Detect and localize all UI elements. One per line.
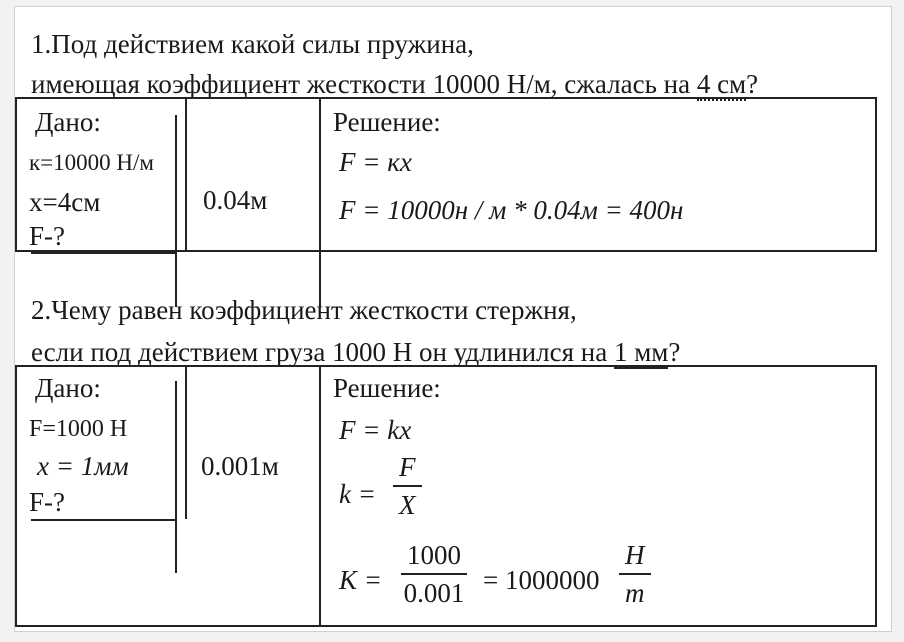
document-page — [14, 6, 892, 632]
problem2-K-fraction — [401, 541, 467, 608]
problem1-formula: F = кx — [339, 147, 412, 177]
problem1-calculation: F = 10000н / м * 0.04м = 400н — [339, 195, 684, 225]
problem2-k-denominator: X — [399, 489, 416, 520]
problem2-K-numerator: 1000 — [401, 541, 467, 575]
problem1-col-divider-2 — [319, 99, 321, 307]
problem1-solution-header: Решение: — [333, 107, 441, 137]
problem2-elongation: 1 мм — [613, 337, 669, 367]
problem2-k-numerator: F — [393, 453, 422, 487]
problem2-solution-header: Решение: — [333, 373, 441, 403]
problem2-given-f: F=1000 Н — [29, 416, 128, 442]
problem2-K-result: = 1000000 — [483, 565, 600, 595]
problem2-conversion: 0.001м — [201, 451, 279, 481]
problem2-line2: если под действием груза 1000 Н он удлинился на 1 мм? — [31, 337, 681, 367]
problem1-conversion: 0.04м — [203, 185, 268, 215]
problem2-k-fraction — [393, 453, 422, 520]
problem1-line2: имеющая коэффициент жесткости 10000 Н/м, сжалась на 4 см? — [31, 69, 759, 99]
problem2-given-unknown: F-? — [29, 487, 65, 517]
problem2-given-header: Дано: — [35, 373, 101, 403]
problem2-unit-numerator: H — [619, 541, 651, 575]
problem2-given-underline — [31, 519, 177, 521]
problem2-unit-fraction — [619, 541, 651, 608]
problem1-given-underline — [31, 252, 177, 254]
problem2-col-divider-1 — [185, 367, 187, 519]
problem2-formula: F = kx — [339, 415, 412, 445]
problem1-given-k: к=10000 Н/м — [29, 150, 154, 175]
problem1-given-divider — [175, 115, 177, 307]
problem2-k-label: k = — [339, 479, 376, 509]
problem1-distance: 4 см — [696, 69, 747, 99]
problem2-col-divider-2 — [319, 367, 321, 625]
problem1-given-header: Дано: — [35, 107, 101, 137]
problem2-given-divider — [175, 381, 177, 573]
problem2-K-label: K = — [339, 565, 382, 595]
problem1-line1: 1.Под действием какой силы пружина, — [31, 29, 474, 59]
problem1-given-x: х=4см — [29, 187, 101, 217]
problem2-given-x: x = 1мм — [37, 451, 129, 481]
problem1-col-divider-1 — [185, 99, 187, 251]
problem2-unit-denominator: m — [625, 577, 645, 608]
problem2-line1: 2.Чему равен коэффициент жесткости стержня, — [31, 295, 577, 325]
problem2-K-denominator: 0.001 — [403, 577, 465, 608]
problem1-given-f: F-? — [29, 221, 65, 251]
